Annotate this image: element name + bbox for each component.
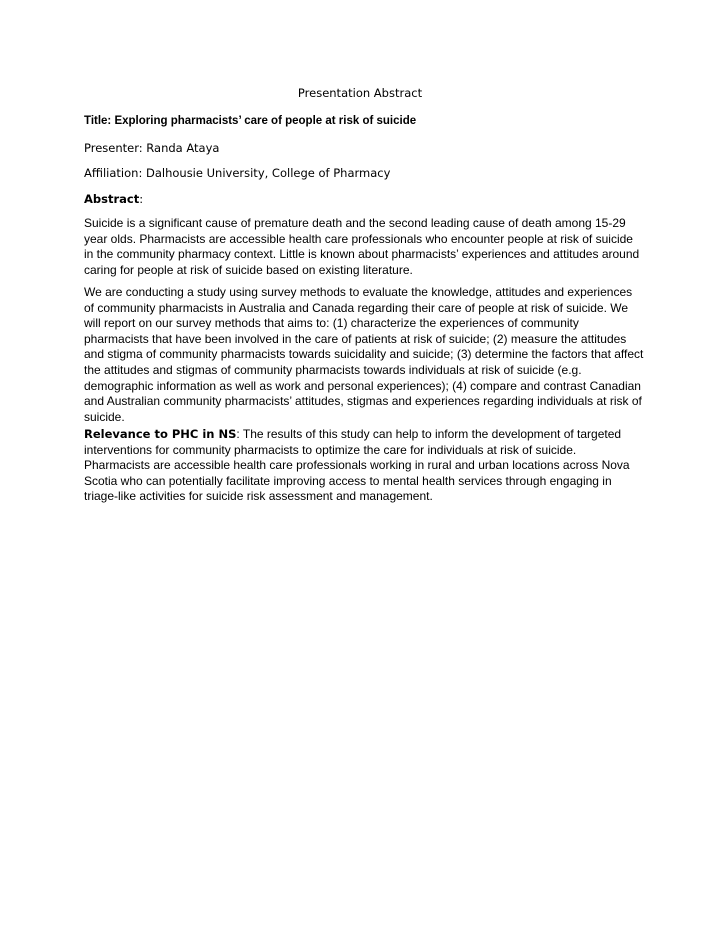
- abstract-heading: [84, 192, 644, 206]
- presenter-name: Randa Ataya: [146, 141, 220, 155]
- title-line: [84, 114, 644, 128]
- title-label: Title:: [84, 115, 112, 127]
- title-text: Exploring pharmacists’ care of people at risk of suicide: [114, 115, 417, 127]
- relevance-label: Relevance to PHC in NS: [84, 427, 237, 441]
- presenter-label: Presenter:: [84, 141, 143, 155]
- affiliation-text: Dalhousie University, College of Pharmacy: [145, 166, 391, 180]
- relevance-text: : The results of this study can help to inform the development of targeted interventions for community pharmacists to optimize the care for individuals at risk of suicide. Pharmacists are accessible health care professionals working in rural and urban locations across Nova Scotia who can potentially facilitate improving access to mental health services through engaging in triage-like activities for suicide risk assessment and management.: [84, 427, 630, 504]
- page-heading: Presentation Abstract: [297, 86, 423, 100]
- affiliation-line: [84, 166, 644, 180]
- abstract-paragraph-1: Suicide is a significant cause of premature death and the second leading cause of death among 15-29 year olds. Pharmacists are accessible health care professionals who encounter people at risk of suicide in the community pharmacy context. Little is known about pharmacists’ experiences and attitudes around caring for people at risk of suicide based on existing literature.: [84, 216, 640, 277]
- affiliation-label: Affiliation:: [84, 166, 143, 180]
- relevance-paragraph: [84, 427, 644, 505]
- abstract-colon: :: [139, 192, 144, 206]
- abstract-label: Abstract: [84, 192, 140, 206]
- abstract-paragraph-2: We are conducting a study using survey methods to evaluate the knowledge, attitudes and experiences of community pharmacists in Australia and Canada regarding their care of people at risk of suicide. We will report on our survey methods that aims to: (1) characterize the experiences of community pharmacists that have been involved in the care of patients at risk of suicide; (2) measure the attitudes and stigma of community pharmacists towards suicidality and suicide; (3) determine the factors that affect the attitudes and stigmas of community pharmacists towards individuals at risk of suicide (e.g. demographic information as well as work and personal experiences); (4) compare and contrast Canadian and Australian community pharmacists’ attitudes, stigmas and experiences regarding individuals at risk of suicide.: [84, 285, 644, 424]
- presenter-line: [84, 141, 644, 155]
